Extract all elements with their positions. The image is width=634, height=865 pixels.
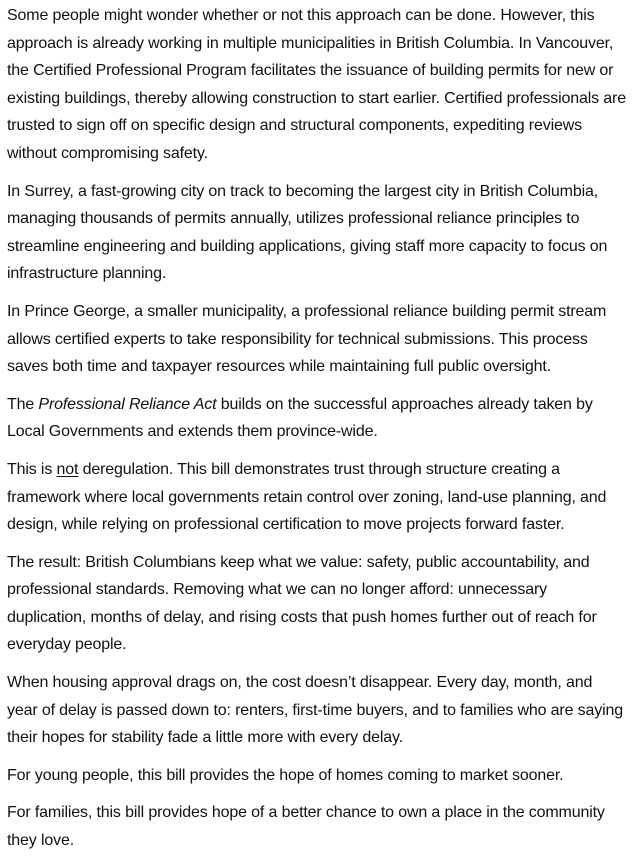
paragraph-result: The result: British Columbians keep what we value: safety, public accountability, and professional standards. Removing what we can no longer afford: unnecessary duplication, months of delay, and rising costs that push homes further out of reach for everyday people. [7,553,597,654]
text-run: builds on the successful approaches already taken by Local Governments and extends them province-wide. [7,395,593,441]
paragraph-surrey: In Surrey, a fast-growing city on track to becoming the largest city in British Columbia, managing thousands of permits annually, utilizes professional reliance principles to streamline engineering and building applications, giving staff more capacity to focus on infrastructure planning. [7,182,608,283]
paragraph-prince-george: In Prince George, a smaller municipality, a professional reliance building permit stream allows certified experts to take responsibility for technical submissions. This process saves both time and taxpayer resources while maintaining full public oversight. [7,302,607,376]
paragraph-housing-delay: When housing approval drags on, the cost doesn’t disappear. Every day, month, and year of delay is passed down to: renters, first-time buyers, and to families who are saying their hopes for stability fade a little more with every delay. [7,674,623,747]
paragraph-young-people: For young people, this bill provides the hope of homes coming to market sooner. [7,766,564,784]
text-run: The [7,395,39,413]
paragraph-not-deregulation [7,456,627,539]
text-run: This is [7,460,57,478]
paragraph-families: For families, this bill provides hope of a better chance to own a place in the community they love. [7,804,605,850]
act-title: Professional Reliance Act [38,395,217,413]
text-run: deregulation. This bill demonstrates trust through structure creating a framework where local governments retain control over zoning, land-use planning, and design, while relying on professional certification to move projects forward faster. [7,460,607,534]
paragraph-existing-approaches: Some people might wonder whether or not this approach can be done. However, this approach is already working in multiple municipalities in British Columbia. In Vancouver, the Certified Professional Program facilitates the issuance of building permits for new or existing buildings, thereby allowing construction to start earlier. Certified professionals are trusted to sign off on specific design and structural components, expediting reviews without compromising safety. [7,7,626,162]
underlined-word: not [56,460,79,478]
paragraph-professional-reliance-act [7,391,627,446]
